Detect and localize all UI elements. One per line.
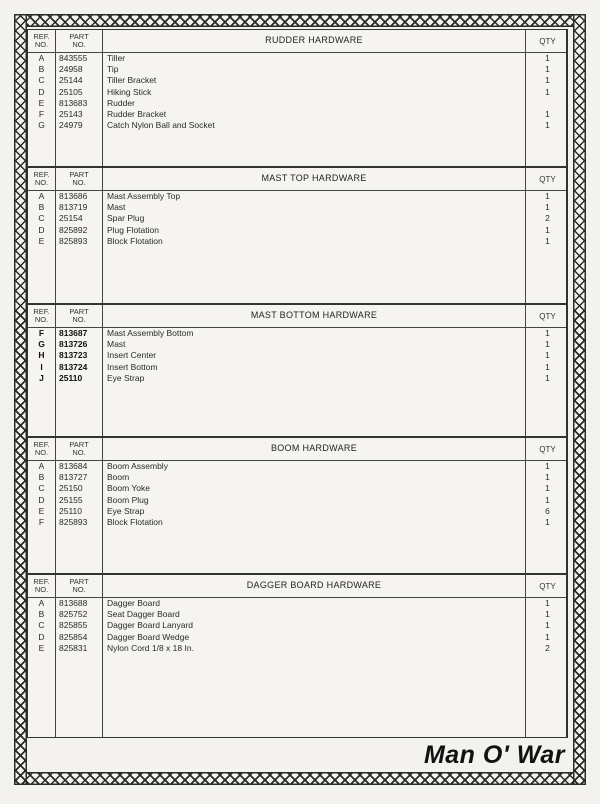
table-row: C 825855 Dagger Board Lanyard 1 (38, 620, 550, 631)
table-row: A 843555 Tiller 1 (38, 53, 550, 63)
table-row: D 825854 Dagger Board Wedge 1 (38, 631, 550, 642)
ref-no-header: REF. NO. (33, 307, 50, 324)
part-no-header: PART NO. (69, 577, 89, 594)
table-row: E 825831 Nylon Cord 1/8 x 18 In. 2 (38, 642, 550, 653)
part-no-header: PART NO. (69, 440, 89, 457)
section-title: DAGGER BOARD HARDWARE (246, 580, 382, 590)
qty-header: QTY (539, 582, 556, 591)
table-row: D 825892 Plug Flotation 1 (38, 224, 550, 235)
table-row: F 813687 Mast Assembly Bottom 1 (38, 328, 550, 338)
section-header (28, 575, 566, 598)
table-row: B 813719 Mast 1 (38, 202, 550, 213)
qty-header: QTY (539, 445, 556, 454)
table-row: B 24958 Tip 1 (38, 64, 550, 75)
section-mast-bottom-hardware (27, 304, 568, 437)
table-row: B 813727 Boom 1 (38, 472, 550, 483)
table-row: A 813688 Dagger Board 1 (38, 598, 550, 608)
section-rudder-hardware (27, 29, 568, 167)
table-row: E 25110 Eye Strap 6 (38, 505, 550, 516)
decorative-border-top (14, 14, 586, 27)
decorative-border-bottom (14, 772, 586, 785)
section-dagger-board-hardware (27, 574, 568, 738)
section-title: MAST TOP HARDWARE (261, 173, 367, 183)
decorative-border-right (573, 14, 586, 785)
section-boom-hardware (27, 437, 568, 574)
table-row: A 813686 Mast Assembly Top 1 (38, 191, 550, 201)
section-header (28, 305, 566, 328)
table-row: J 25110 Eye Strap 1 (39, 372, 550, 383)
part-no-header: PART NO. (69, 307, 89, 324)
table-row: I 813724 Insert Bottom 1 (40, 361, 550, 372)
table-row: C 25144 Tiller Bracket 1 (38, 75, 550, 86)
decorative-border-left (14, 14, 27, 785)
section-title: MAST BOTTOM HARDWARE (250, 310, 378, 320)
qty-header: QTY (539, 175, 556, 184)
table-row: E 813683 Rudder (38, 97, 135, 108)
table-row: D 25155 Boom Plug 1 (38, 494, 550, 505)
section-mast-top-hardware (27, 167, 568, 304)
table-row: F 825893 Block Flotation 1 (38, 516, 550, 527)
table-row: E 825893 Block Flotation 1 (38, 235, 550, 246)
part-no-header: PART NO. (69, 32, 89, 49)
section-header (28, 168, 566, 191)
table-row: G 813726 Mast 1 (38, 339, 550, 350)
section-title: RUDDER HARDWARE (265, 35, 363, 45)
section-title: BOOM HARDWARE (270, 443, 358, 453)
table-row: H 813723 Insert Center 1 (38, 350, 550, 361)
ref-no-header: REF. NO. (33, 32, 50, 49)
table-row: C 25154 Spar Plug 2 (38, 213, 550, 224)
qty-header: QTY (539, 37, 556, 46)
table-row: B 825752 Seat Dagger Board 1 (38, 609, 550, 620)
ref-no-header: REF. NO. (33, 170, 50, 187)
table-row: D 25105 Hiking Stick 1 (38, 86, 550, 97)
part-no-header: PART NO. (69, 170, 89, 187)
section-header (28, 30, 566, 53)
table-row: G 24979 Catch Nylon Ball and Socket 1 (38, 120, 550, 131)
ref-no-header: REF. NO. (33, 577, 50, 594)
table-row: A 813684 Boom Assembly 1 (38, 461, 550, 471)
qty-header: QTY (539, 312, 556, 321)
section-header (28, 438, 566, 461)
table-row: C 25150 Boom Yoke 1 (38, 483, 550, 494)
brand-logo-text: Man O' War (423, 741, 565, 769)
table-row: F 25143 Rudder Bracket 1 (38, 108, 550, 119)
ref-no-header: REF. NO. (33, 440, 50, 457)
